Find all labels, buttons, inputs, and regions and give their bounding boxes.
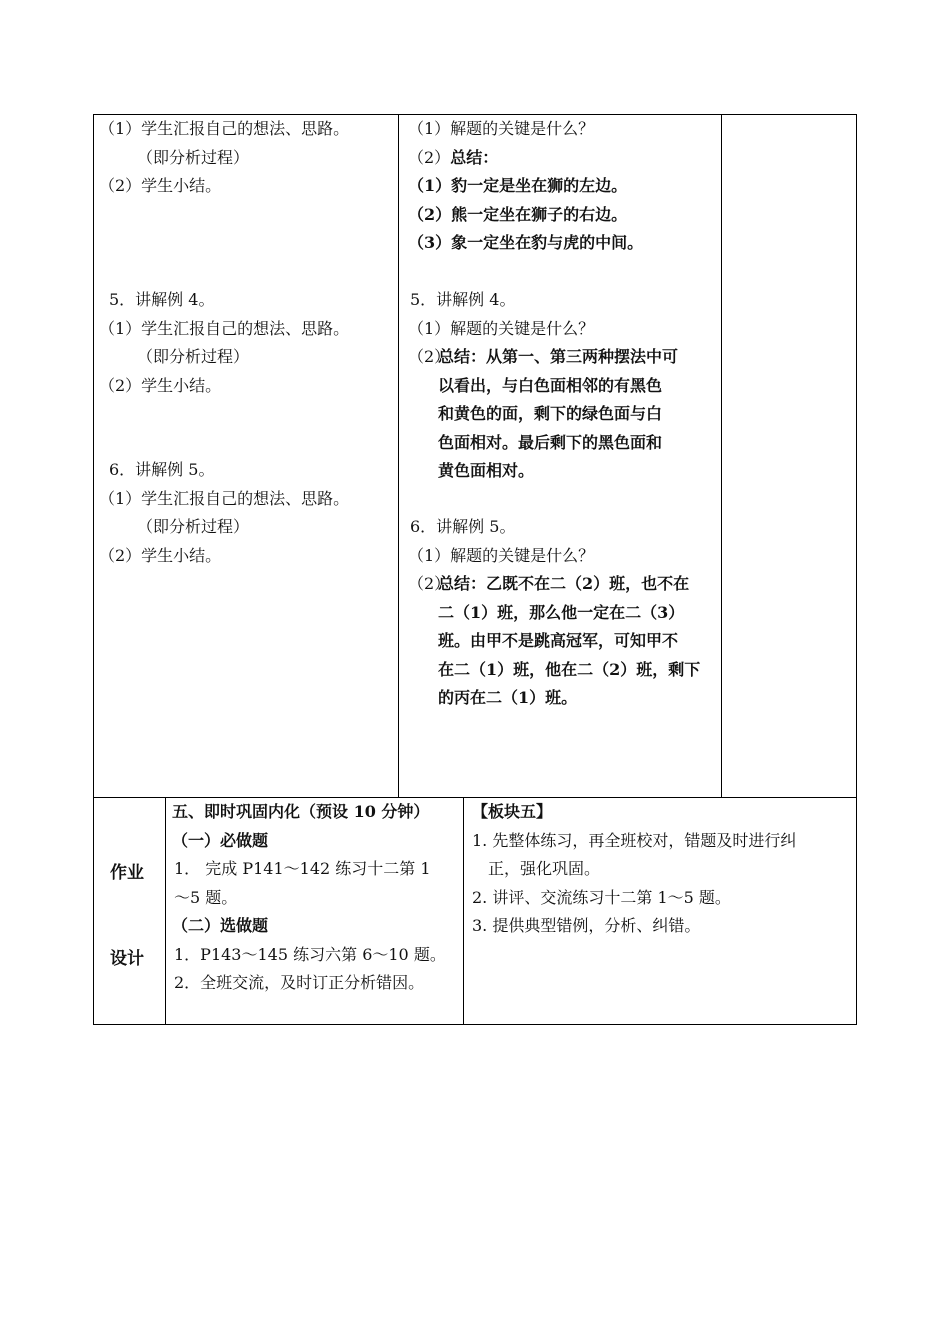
- summary-text-line-3: 和黄色的面，剩下的绿色面与白: [438, 404, 663, 423]
- summary-text-line-4: 在二（1）班，他在二（2）班，剩下: [438, 659, 701, 679]
- summary-text-line-5: 的丙在二（1）班。: [438, 688, 578, 707]
- board-step-3: 3. 提供典型错例，分析、纠错。: [472, 916, 701, 935]
- required-question-1-cont: ～5 题。: [174, 887, 238, 907]
- summary-prefix: （2）: [408, 574, 451, 593]
- table-border-bottom: [93, 1024, 857, 1025]
- summary-text-line-1: 总结：从第一、第三两种摆法中可: [438, 347, 679, 366]
- student-report-line: （1）学生汇报自己的想法、思路。: [99, 318, 350, 338]
- summary-prefix: （2）: [408, 347, 451, 366]
- summary-label: 总结：: [450, 147, 499, 167]
- summary-text-line-1: 总结：乙既不在二（2）班，也不在: [438, 574, 690, 593]
- example-5-title: 6．讲解例 5。: [410, 517, 516, 536]
- summary-text-line-2: 二（1）班，那么他一定在二（3）: [438, 602, 685, 622]
- analysis-process-line: （即分析过程）: [137, 347, 250, 366]
- board-step-1: 1. 先整体练习，再全班校对，错题及时进行纠: [472, 830, 797, 850]
- upper-col-divider-1: [398, 114, 399, 798]
- board-section-title: 【板块五】: [472, 802, 553, 821]
- summary-text-line-3: 班。由甲不是跳高冠军，可知甲不: [438, 631, 679, 650]
- homework-label-top: 作业: [110, 863, 144, 883]
- student-report-line: （1）学生汇报自己的想法、思路。: [99, 488, 350, 508]
- example-4-title: 5．讲解例 4。: [410, 290, 516, 309]
- table-border-right: [856, 114, 857, 1025]
- student-activity-block-2: [99, 286, 349, 400]
- student-summary-line: （2）学生小结。: [99, 375, 222, 395]
- lower-col-divider-1: [165, 797, 166, 1025]
- student-summary-line: （2）学生小结。: [99, 545, 222, 565]
- optional-question-1: 1．P143～145 练习六第 6～10 题。: [174, 944, 446, 964]
- summary-point-3: （3）象一定坐在豹与虎的中间。: [408, 233, 644, 252]
- key-question-line: （1）解题的关键是什么？: [408, 545, 595, 565]
- summary-text-line-2: 以看出，与白色面相邻的有黑色: [438, 375, 663, 395]
- lower-col-divider-2: [463, 797, 464, 1025]
- homework-label-bottom: 设计: [110, 949, 144, 969]
- board-step-1-cont: 正，强化巩固。: [488, 859, 601, 878]
- key-question-line: （1）解题的关键是什么？: [408, 119, 595, 138]
- student-summary-line: （2）学生小结。: [99, 176, 222, 195]
- required-questions-title: （一）必做题: [172, 830, 269, 850]
- teacher-guidance-block-3: [408, 513, 700, 713]
- teacher-guidance-block-2: [408, 286, 678, 486]
- board-section-content: [472, 798, 796, 941]
- summary-text-line-4: 色面相对。最后剩下的黑色面和: [438, 432, 663, 452]
- student-activity-block-1: [99, 115, 349, 201]
- analysis-process-line: （即分析过程）: [137, 147, 250, 167]
- student-activity-block-3: [99, 456, 349, 570]
- analysis-process-line: （即分析过程）: [137, 517, 250, 536]
- summary-text-line-5: 黄色面相对。: [438, 461, 535, 480]
- board-step-2: 2. 讲评、交流练习十二第 1～5 题。: [472, 887, 731, 907]
- table-border-left: [93, 114, 94, 1025]
- homework-content: [172, 798, 446, 998]
- optional-question-2: 2．全班交流，及时订正分析错因。: [174, 973, 425, 992]
- key-question-line: （1）解题的关键是什么？: [408, 318, 595, 338]
- example-5-title: 6．讲解例 5。: [109, 460, 215, 479]
- example-4-title: 5．讲解例 4。: [109, 290, 215, 309]
- summary-prefix: （2）: [408, 147, 451, 167]
- teacher-guidance-block-1: [408, 115, 643, 258]
- summary-point-1: （1）豹一定是坐在狮的左边。: [408, 176, 628, 195]
- upper-col-divider-2: [721, 114, 722, 798]
- student-report-line: （1）学生汇报自己的想法、思路。: [99, 119, 350, 138]
- summary-point-2: （2）熊一定坐在狮子的右边。: [408, 204, 628, 224]
- homework-heading: 五、即时巩固内化（预设 10 分钟）: [172, 802, 430, 821]
- required-question-1: 1． 完成 P141～142 练习十二第 1: [174, 859, 431, 878]
- optional-questions-title: （二）选做题: [172, 916, 269, 935]
